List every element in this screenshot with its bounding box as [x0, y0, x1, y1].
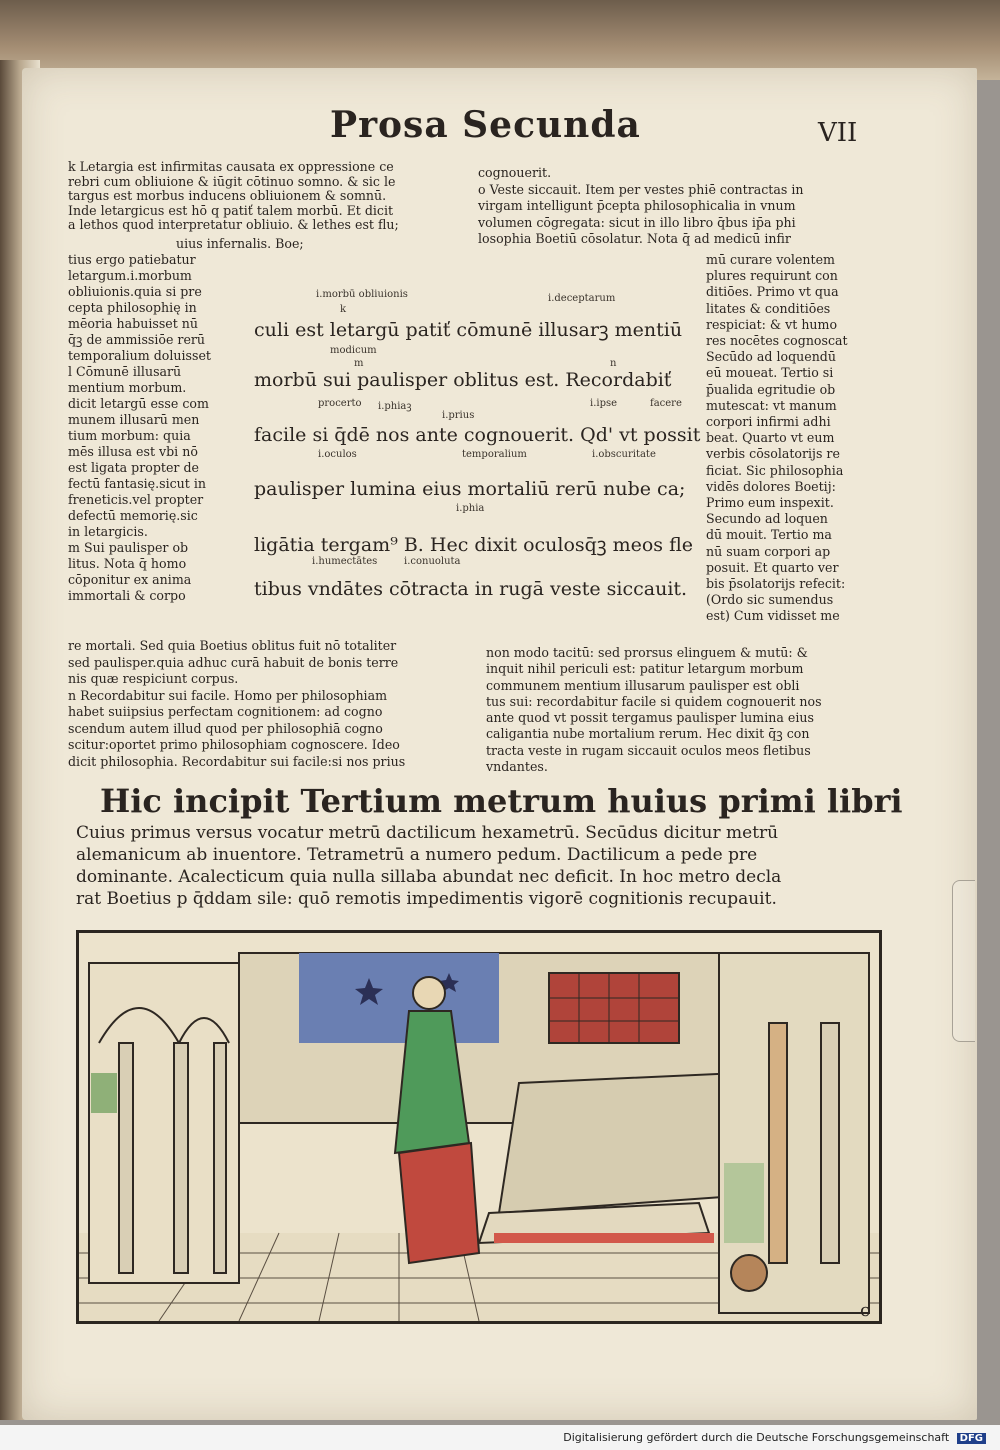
dfg-logo: DFG [957, 1433, 986, 1444]
commentary-line: uius infernalis. Boe; [176, 236, 304, 251]
bed-cushion [549, 973, 679, 1043]
commentary-line: mutescat: vt manum [706, 397, 837, 413]
commentary-line: dicit philosophia. Recordabitur sui facile:si nos prius [68, 753, 406, 769]
commentary-line: beat. Quarto vt eum [706, 430, 835, 446]
commentary-line: mēoria habuisset nū [68, 316, 199, 331]
commentary-line: non modo tacitū: sed prorsus elinguem & mutū: & [486, 645, 808, 660]
commentary-line: a lethos quod interpretatur obliuio. & lethes est flu; [68, 217, 399, 233]
commentary-line: letargum.i.morbum [68, 268, 192, 283]
commentary-line: re mortali. Sed quia Boetius oblitus fuit nō totaliter [68, 638, 397, 653]
commentary-line: fectū fantasię.sicut in [68, 476, 206, 491]
page-clamp [952, 880, 975, 1042]
gloss: m [354, 358, 364, 369]
commentary-line: losophia Boetiū cōsolatur. Nota q̄ ad medicū infir [478, 231, 791, 246]
intro-line: alemanicum ab inuentore. Tetrametrū a numero pedum. Dactilicum a pede pre [76, 845, 758, 865]
main-text-line: tibus vndātes cōtracta in rugā veste siccauit. [254, 578, 688, 600]
commentary-line: communem mentium illusarum paulisper est obli [486, 677, 800, 693]
commentary-line: defectū memorię.sic [68, 508, 198, 523]
gloss: facere [650, 398, 682, 409]
commentary-line: corpori infirmi adhi [706, 414, 831, 430]
intro-line: dominante. Acalecticum quia nulla sillaba abundat nec deficit. In hoc metro decla [76, 867, 782, 887]
commentary-line: vidēs dolores Boetij: [706, 478, 836, 494]
dog [731, 1255, 767, 1291]
commentary-left-bottom [68, 638, 405, 770]
meter-intro [76, 822, 781, 910]
commentary-line: vndantes. [486, 759, 548, 775]
commentary-line: scendum autem illud quod per philosophiā cogno [68, 720, 383, 736]
commentary-line: Primo eum inspexit. [706, 495, 834, 511]
gloss: i.prius [442, 410, 475, 421]
gloss: i.deceptarum [548, 293, 616, 304]
meter-heading: Hic incipit Tertium metrum huius primi libri [100, 782, 903, 820]
commentary-line: cognouerit. [478, 165, 552, 180]
commentary-line: m Sui paulisper ob [68, 540, 189, 555]
commentary-line: Secundo ad loquen [706, 511, 828, 527]
commentary-line: est) Cum vidisset me [706, 608, 840, 624]
commentary-line: (Ordo sic sumendus [706, 592, 834, 608]
commentary-line: mēs illusa est vbi nō [68, 444, 198, 459]
gloss: i.oculos [318, 449, 357, 460]
commentary-line: nū suam corpori ap [706, 543, 831, 559]
commentary-line: Secūdo ad loquendū [706, 349, 836, 365]
commentary-line: plures requirunt con [706, 268, 838, 284]
commentary-line: mū curare volentem [706, 252, 835, 267]
commentary-line: est ligata propter de [68, 460, 199, 475]
commentary-line: freneticis.vel propter [68, 492, 204, 507]
commentary-line: volumen cōgregata: sicut in illo libro q̄bus ip̄a phi [478, 214, 796, 230]
left-foliage [91, 1073, 117, 1113]
commentary-line: temporalium doluisset [68, 348, 211, 363]
commentary-line: res nocētes cognoscat [706, 333, 848, 349]
commentary-left-top [68, 160, 399, 233]
commentary-line: mentium morbum. [68, 380, 187, 395]
commentary-line: inquit nihil periculi est: patitur letargum morbum [486, 661, 804, 677]
left-arcade [89, 963, 239, 1283]
page-heading: Prosa Secunda [330, 104, 641, 146]
commentary-line: cōponitur ex anima [68, 572, 192, 587]
commentary-line: k Letargia est infirmitas causata ex oppressione ce [68, 159, 394, 174]
commentary-line: virgam intelligunt p̄cepta philosophicalia in vnum [478, 198, 796, 213]
main-text-line: paulisper lumina eius mortaliū rerū nube ca; [254, 478, 686, 500]
commentary-line: eū moueat. Tertio si [706, 365, 834, 381]
commentary-line: q̄ꝫ de ammissiōe rerū [68, 332, 206, 347]
commentary-line: o Veste siccauit. Item per vestes phiē contractas in [478, 181, 804, 197]
sky-window [299, 953, 499, 1043]
commentary-line: rebri cum obliuione & iūgit cōtinuo somno. & sic le [68, 173, 396, 189]
credit-text: Digitalisierung gefördert durch die Deutsche Forschungsgemeinschaft [563, 1431, 950, 1444]
commentary-line: immortali & corpo [68, 588, 186, 603]
right-foliage [724, 1163, 764, 1243]
commentary-line: litus. Nota q̄ homo [68, 556, 187, 571]
commentary-right-bottom [486, 645, 822, 775]
commentary-line: ficiat. Sic philosophia [706, 462, 844, 478]
commentary-line: p̄ualida egritudie ob [706, 381, 836, 397]
funding-credit [563, 1431, 986, 1444]
commentary-right-top [478, 165, 803, 248]
gloss: temporalium [462, 449, 527, 460]
commentary-line: scitur:oportet primo philosophiam cognoscere. Ideo [68, 737, 400, 752]
signature-mark: c [860, 1300, 871, 1321]
commentary-line: ditiōes. Primo vt qua [706, 284, 839, 300]
commentary-line: posuit. Et quarto ver [706, 559, 839, 575]
gloss: i.phia [456, 503, 485, 514]
commentary-line: tium morbum: quia [68, 428, 191, 443]
commentary-line: targus est morbus inducens obliuionem & somnū. [68, 188, 387, 204]
commentary-line: n Recordabitur sui facile. Homo per philosophiam [68, 687, 388, 703]
gloss: i.humectātes [312, 556, 378, 567]
red-carpet [494, 1233, 714, 1243]
commentary-line: habet suiipsius perfectam cognitionem: ad cogno [68, 704, 383, 719]
commentary-line: in letargicis. [68, 524, 148, 539]
commentary-line: tracta veste in rugam siccauit oculos meos fletibus [486, 742, 811, 758]
commentary-line: verbis cōsolatorijs re [706, 446, 840, 462]
gloss: k [340, 304, 347, 315]
commentary-line: dū mouit. Tertio ma [706, 527, 832, 543]
gloss: i.conuoluta [404, 556, 461, 567]
commentary-line: sed paulisper.quia adhuc curā habuit de bonis terre [68, 654, 399, 670]
commentary-line: ante quod vt possit tergamus paulisper lumina eius [486, 710, 814, 726]
intro-line: rat Boetius p q̄ddam sile: quō remotis impedimentis vigorē cognitionis recupauit. [76, 889, 777, 909]
main-text-line: culi est letargū patiť cōmunē illusarꝫ mentiū [254, 319, 683, 341]
commentary-line: l Cōmunē illusarū [68, 364, 182, 379]
gloss: i.phiaꝫ [378, 401, 412, 412]
gloss: modicum [330, 345, 377, 356]
intro-line: Cuius primus versus vocatur metrū dactilicum hexametrū. Secūdus dicitur metrū [76, 823, 779, 843]
gloss: i.obscuritate [592, 449, 656, 460]
commentary-right-column [706, 252, 848, 625]
gloss: i.morbū obliuionis [316, 289, 408, 300]
gloss: n [610, 358, 617, 369]
gloss: procerto [318, 398, 362, 409]
commentary-line: Inde letargicus est hō q patiť talem morbū. Et dicit [68, 202, 394, 218]
woodcut-illustration [76, 930, 882, 1324]
commentary-line: munem illusarū men [68, 412, 200, 427]
commentary-line: nis quæ respiciunt corpus. [68, 671, 239, 686]
commentary-line: caligantia nube mortalium rerum. Hec dixit q̄ꝫ con [486, 726, 810, 742]
commentary-line: dicit letargū esse com [68, 396, 209, 411]
folio-number: VII [818, 118, 858, 148]
commentary-line: cepta philosophię in [68, 300, 197, 315]
woodcut-scene [79, 933, 879, 1321]
main-text-line: ligātia tergam⁹ B. Hec dixit oculosq̄ꝫ meos fle [254, 534, 693, 556]
commentary-line: bis p̄solatorijs refecit: [706, 576, 846, 592]
commentary-line: tius ergo patiebatur [68, 252, 196, 267]
commentary-line: litates & conditiōes [706, 300, 831, 316]
gloss: i.ipse [590, 398, 618, 409]
commentary-line: obliuionis.quia si pre [68, 284, 202, 299]
commentary-line: tus sui: recordabitur facile si quidem cognouerit nos [486, 693, 822, 709]
main-text-line: facile si q̄dē nos ante cognouerit. Qd' vt possit [254, 424, 701, 446]
commentary-line: respiciat: & vt humo [706, 316, 838, 332]
main-text-line: morbū sui paulisper oblitus est. Recordabiť [254, 369, 672, 391]
